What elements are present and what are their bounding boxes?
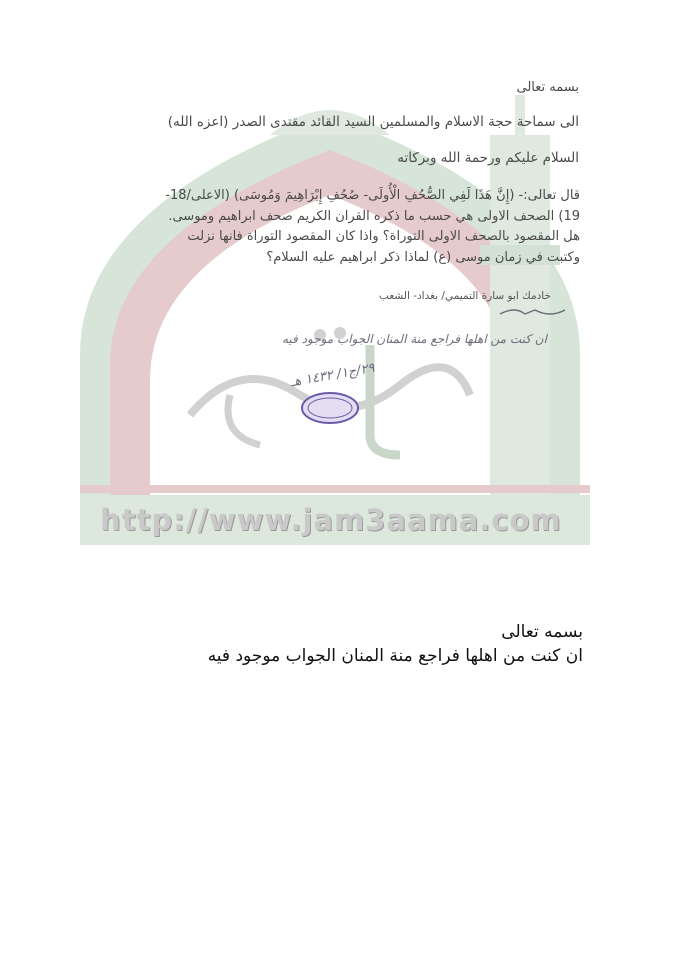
question-line: 19) الصحف الاولى هي حسب ما ذكره القران الكريم صحف ابراهيم وموسى. [168,208,580,224]
watermark-url: http://www.jam3aama.com [100,503,562,537]
handwritten-date: ٢٩/ج١/ ١٤٣٢ هـ [289,360,376,391]
question-line: قال تعالى:- (إِنَّ هَذَا لَفِي الصُّحُفِ الْأُولَى- صُحُفِ إِبْرَاهِيمَ وَمُوسَى) (الاعلى/18- [165,188,580,203]
letter-sender: خادمك ابو سارة التميمي/ بغداد- الشعب [379,290,551,302]
question-line: هل المقصود بالصحف الاولى التوراة؟ واذا كان المقصود التوراة فانها نزلت [187,229,580,244]
letter-addressee: الى سماحة حجة الاسلام والمسلمين السيد القائد مقتدى الصدر (اعزه الله) [167,114,579,130]
answer-heading: بسمه تعالى [501,622,583,642]
answer-body: ان كنت من اهلها فراجع منة المنان الجواب موجود فيه [207,646,583,666]
question-line: وكتبت في زمان موسى (ع) لماذا ذكر ابراهيم عليه السلام؟ [266,249,580,265]
handwritten-reply [260,296,580,436]
handwritten-answer: ان كنت من اهلها فراجع منة المنان الجواب موجود فيه [282,332,547,346]
letter-question [120,186,580,268]
letter-greeting: السلام عليكم ورحمة الله وبركاته [397,150,579,166]
letter-invocation: بسمه تعالى [516,80,579,95]
